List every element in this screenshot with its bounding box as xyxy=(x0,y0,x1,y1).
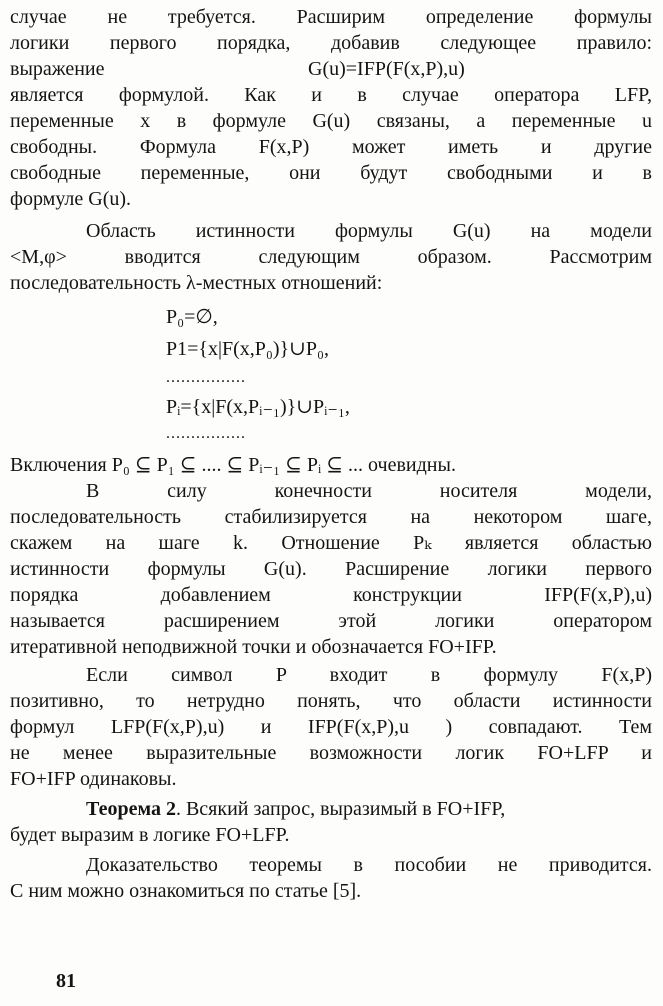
text-line: <M,φ> вводится следующим образом. Рассмотрим xyxy=(10,246,652,268)
text-line: переменные x в формуле G(u) связаны, а переменные u xyxy=(10,110,652,132)
text-line: Включения P₀ ⊆ P₁ ⊆ .... ⊆ Pᵢ₋₁ ⊆ Pᵢ ⊆ ... очевидны. xyxy=(10,454,456,476)
formula-p0: P₀=∅, xyxy=(166,306,218,328)
text-line: не менее выразительные возможности логик FO+LFP и xyxy=(10,742,652,764)
text-line: случае не требуется. Расширим определение формулы xyxy=(10,6,652,28)
formula-g: G(u)=IFP(F(x,P),u) xyxy=(308,58,465,80)
text-line: свободные переменные, они будут свободными и в xyxy=(10,162,652,184)
text-line: итеративной неподвижной точки и обозначается FO+IFP. xyxy=(10,636,497,658)
formula-p1: P1={x|F(x,P₀)}∪P₀, xyxy=(166,338,329,360)
text-line: порядка добавлением конструкции IFP(F(x,P),u) xyxy=(10,584,652,606)
theorem-title: Теорема 2 xyxy=(86,798,176,820)
text-line: последовательность λ-местных отношений: xyxy=(10,272,383,294)
ellipsis-line: ................ xyxy=(166,369,246,386)
text-line: Если символ P входит в формулу F(x,P) xyxy=(86,664,652,686)
text-line: будет выразим в логике FO+LFP. xyxy=(10,824,290,846)
text-line: называется расширением этой логики оператором xyxy=(10,610,652,632)
text-line: формул LFP(F(x,P),u) и IFP(F(x,P),u ) совпадают. Тем xyxy=(10,716,652,738)
text-line: Область истинности формулы G(u) на модели xyxy=(86,220,652,242)
ellipsis-line: ................ xyxy=(166,425,246,442)
text-line: является формулой. Как и в случае оператора LFP, xyxy=(10,84,652,106)
text-line: последовательность стабилизируется на некотором шаге, xyxy=(10,506,652,528)
text-line: свободны. Формула F(x,P) может иметь и другие xyxy=(10,136,652,158)
theorem-line xyxy=(86,796,652,822)
text-line: В силу конечности носителя модели, xyxy=(86,480,652,502)
text-fragment: . Всякий запрос, выразимый в FO+IFP, xyxy=(175,798,506,820)
text-fragment: выражение xyxy=(10,58,105,80)
text-line: FO+IFP одинаковы. xyxy=(10,768,177,790)
formula-pi: Pᵢ={x|F(x,Pᵢ₋₁)}∪Pᵢ₋₁, xyxy=(166,396,350,418)
page-number: 81 xyxy=(56,970,76,992)
text-line: истинности формулы G(u). Расширение логики первого xyxy=(10,558,652,580)
text-line: логики первого порядка, добавив следующее правило: xyxy=(10,32,652,54)
text-line: Доказательство теоремы в пособии не приводится. xyxy=(86,854,652,876)
text-line: скажем на шаге k. Отношение Pₖ является областью xyxy=(10,532,652,554)
text-line: С ним можно ознакомиться по статье [5]. xyxy=(10,880,362,902)
text-line: формуле G(u). xyxy=(10,188,132,210)
text-line: позитивно, то нетрудно понять, что области истинности xyxy=(10,690,652,712)
text-line xyxy=(10,56,652,82)
